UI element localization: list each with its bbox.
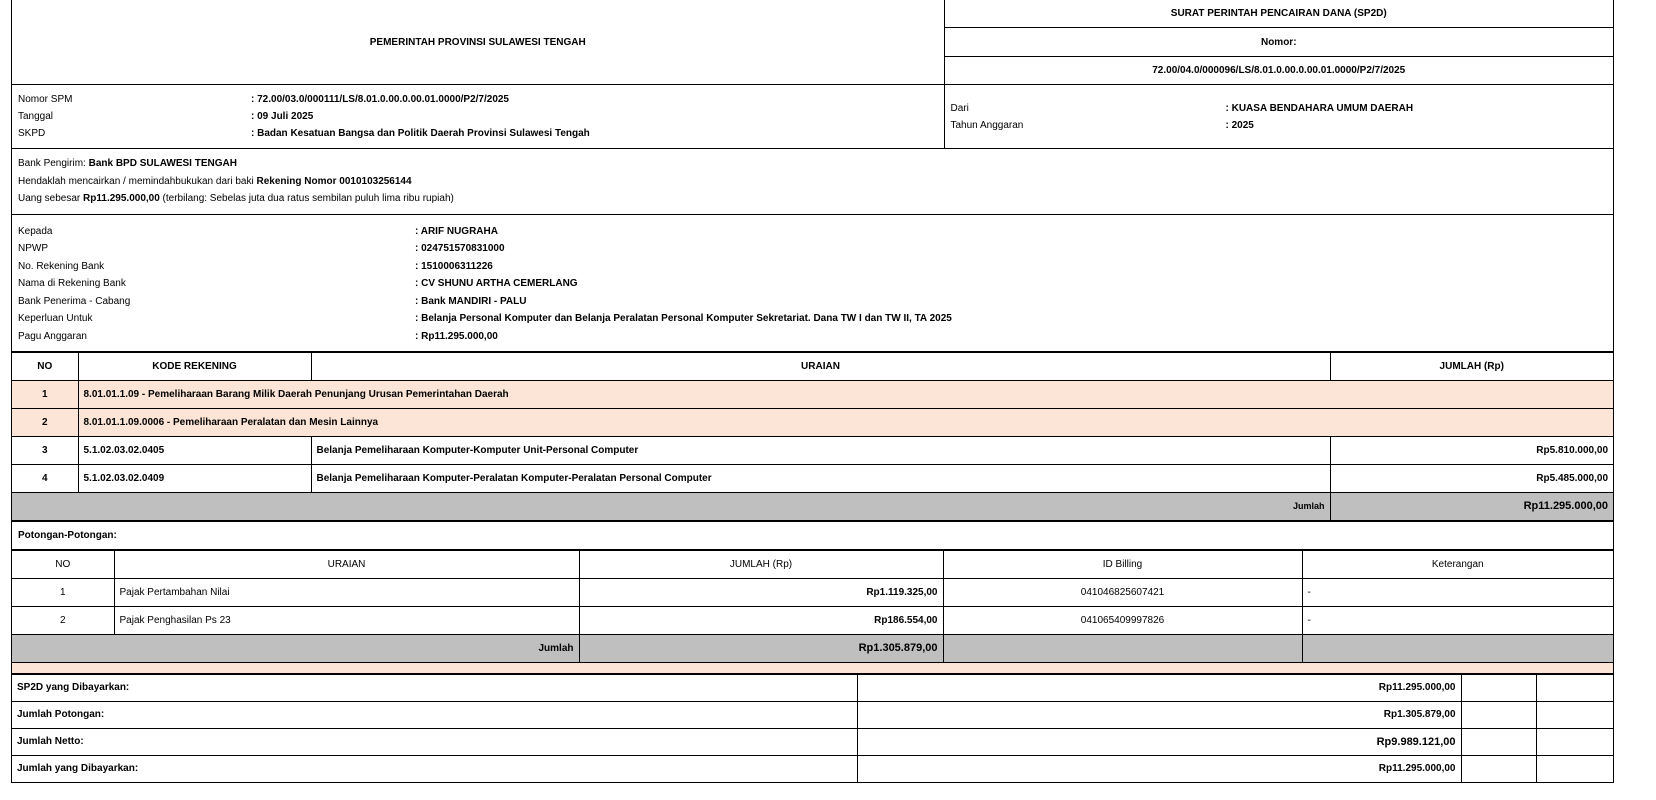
rekening-nomor: Rekening Nomor 0010103256144 [256,175,412,187]
total-value: Rp1.305.879,00 [579,634,943,662]
purpose-label: Keperluan Untuk [18,313,93,325]
row-no: 1 [12,380,78,408]
skpd-value: : Badan Kesatuan Bangsa dan Politik Daerah Provinsi Sulawesi Tengah [251,128,590,139]
table-header-row [12,353,1613,381]
empty-cell [1461,675,1536,702]
column-header-keterangan: Keterangan [1302,551,1613,579]
amount-prefix: Uang sebesar [18,193,84,204]
column-header-jumlah: JUMLAH (Rp) [579,551,943,579]
empty-cell [1536,755,1613,782]
bank-pengirim-label: Bank Pengirim: [18,158,89,169]
column-header-kode: KODE REKENING [78,353,311,381]
row-jumlah: Rp186.554,00 [579,606,943,634]
group-title: 8.01.01.1.09.0006 - Pemeliharaan Peralatan dan Mesin Lainnya [78,408,1613,436]
row-jumlah: Rp5.810.000,00 [1330,436,1613,464]
nomor-spm-label: Nomor SPM [18,94,73,105]
empty-cell [1461,701,1536,728]
dari-label: Dari [950,102,969,114]
row-no: 2 [12,606,114,634]
table-row [12,464,1613,492]
spm-info [12,85,1613,149]
npwp-value: : 024751570831000 [415,243,505,255]
tanggal-label: Tanggal [18,111,54,122]
total-label: Jumlah [12,634,579,662]
row-kode: 5.1.02.03.02.0409 [78,464,311,492]
empty-cell [1461,728,1536,755]
deductions-table [12,551,1613,663]
table-row [12,606,1613,634]
total-row [12,492,1613,520]
account-name-value: : CV SHUNU ARTHA CEMERLANG [415,278,578,290]
empty-cell [1536,675,1613,702]
skpd-label: SKPD [18,128,46,139]
government-title: PEMERINTAH PROVINSI SULAWESI TENGAH [12,0,944,85]
summary-row [12,728,1613,755]
row-no: 3 [12,436,78,464]
amount-terbilang: (terbilang: Sebelas juta dua ratus sembilan puluh lima ribu rupiah) [159,193,454,204]
empty-cell [1461,755,1536,782]
summary-label: Jumlah Potongan: [12,701,857,728]
row-no: 2 [12,408,78,436]
table-row [12,380,1613,408]
empty-cell [1536,728,1613,755]
summary-label: Jumlah Netto: [12,728,857,755]
column-header-uraian: URAIAN [311,353,1330,381]
total-label: Jumlah [12,492,1330,520]
summary-value: Rp9.989.121,00 [857,728,1461,755]
account-number-label: No. Rekening Bank [18,260,105,272]
npwp-label: NPWP [18,243,48,255]
nomor-value: 72.00/04.0/000096/LS/8.01.0.00.0.00.01.0000/P2/7/2025 [944,57,1613,85]
empty-cell [1536,701,1613,728]
row-kode: 5.1.02.03.02.0405 [78,436,311,464]
column-header-no: NO [12,551,114,579]
account-number-value: : 1510006311226 [415,260,493,272]
table-header-row [12,551,1613,579]
row-jumlah: Rp5.485.000,00 [1330,464,1613,492]
receiving-bank-value: : Bank MANDIRI - PALU [415,295,527,307]
row-no: 4 [12,464,78,492]
instruction-text: Hendaklah mencairkan / memindahbukukan dari baki [18,175,257,187]
recipient-label: Kepada [18,225,53,237]
separator-band [12,663,1613,675]
row-id-billing: 041046825607421 [943,578,1302,606]
column-header-jumlah: JUMLAH (Rp) [1330,353,1613,381]
document-header [12,0,1613,85]
row-keterangan: - [1302,606,1613,634]
empty-cell [1302,634,1613,662]
empty-cell [943,634,1302,662]
receiving-bank-label: Bank Penerima - Cabang [18,295,131,307]
summary-value: Rp1.305.879,00 [857,701,1461,728]
summary-row [12,701,1613,728]
row-jumlah: Rp1.119.325,00 [579,578,943,606]
table-row [12,578,1613,606]
summary-label: SP2D yang Dibayarkan: [12,675,857,702]
nomor-spm-value: : 72.00/03.0/000111/LS/8.01.0.00.0.00.01.0000/P2/7/2025 [251,94,509,105]
bank-pengirim-value: Bank BPD SULAWESI TENGAH [88,158,237,169]
table-row [12,408,1613,436]
amount-value: Rp11.295.000,00 [83,193,160,204]
summary-label: Jumlah yang Dibayarkan: [12,755,857,782]
tahun-anggaran-label: Tahun Anggaran [950,119,1024,131]
row-id-billing: 041065409997826 [943,606,1302,634]
row-uraian: Pajak Penghasilan Ps 23 [114,606,579,634]
tanggal-value: : 09 Juli 2025 [251,111,314,122]
nomor-label: Nomor: [944,28,1613,57]
summary-value: Rp11.295.000,00 [857,755,1461,782]
total-row [12,634,1613,662]
bank-section [12,149,1613,215]
sp2d-document [11,0,1614,783]
total-value: Rp11.295.000,00 [1330,492,1613,520]
dari-value: : KUASA BENDAHARA UMUM DAERAH [1225,102,1414,114]
deductions-label: Potongan-Potongan: [12,521,1613,551]
summary-value: Rp11.295.000,00 [857,675,1461,702]
row-no: 1 [12,578,114,606]
table-row [12,436,1613,464]
purpose-value: : Belanja Personal Komputer dan Belanja Peralatan Personal Komputer Sekretariat. Dana TW I dan TW II, TA 2025 [415,313,952,325]
row-keterangan: - [1302,578,1613,606]
summary-row [12,675,1613,702]
summary-row [12,755,1613,782]
column-header-uraian: URAIAN [114,551,579,579]
row-uraian: Belanja Pemeliharaan Komputer-Komputer Unit-Personal Computer [311,436,1330,464]
row-uraian: Belanja Pemeliharaan Komputer-Peralatan Komputer-Peralatan Personal Computer [311,464,1330,492]
tahun-anggaran-value: : 2025 [1225,119,1254,131]
budget-ceiling-value: : Rp11.295.000,00 [415,331,498,343]
budget-ceiling-label: Pagu Anggaran [18,331,87,343]
group-title: 8.01.01.1.09 - Pemeliharaan Barang Milik Daerah Penunjang Urusan Pemerintahan Daerah [78,380,1613,408]
document-title: SURAT PERINTAH PENCAIRAN DANA (SP2D) [944,0,1613,28]
recipient-section [12,215,1613,353]
account-code-table [12,353,1613,521]
column-header-id-billing: ID Billing [943,551,1302,579]
account-name-label: Nama di Rekening Bank [18,278,126,290]
recipient-value: : ARIF NUGRAHA [415,225,498,237]
payment-summary [12,675,1613,783]
row-uraian: Pajak Pertambahan Nilai [114,578,579,606]
column-header-no: NO [12,353,78,381]
